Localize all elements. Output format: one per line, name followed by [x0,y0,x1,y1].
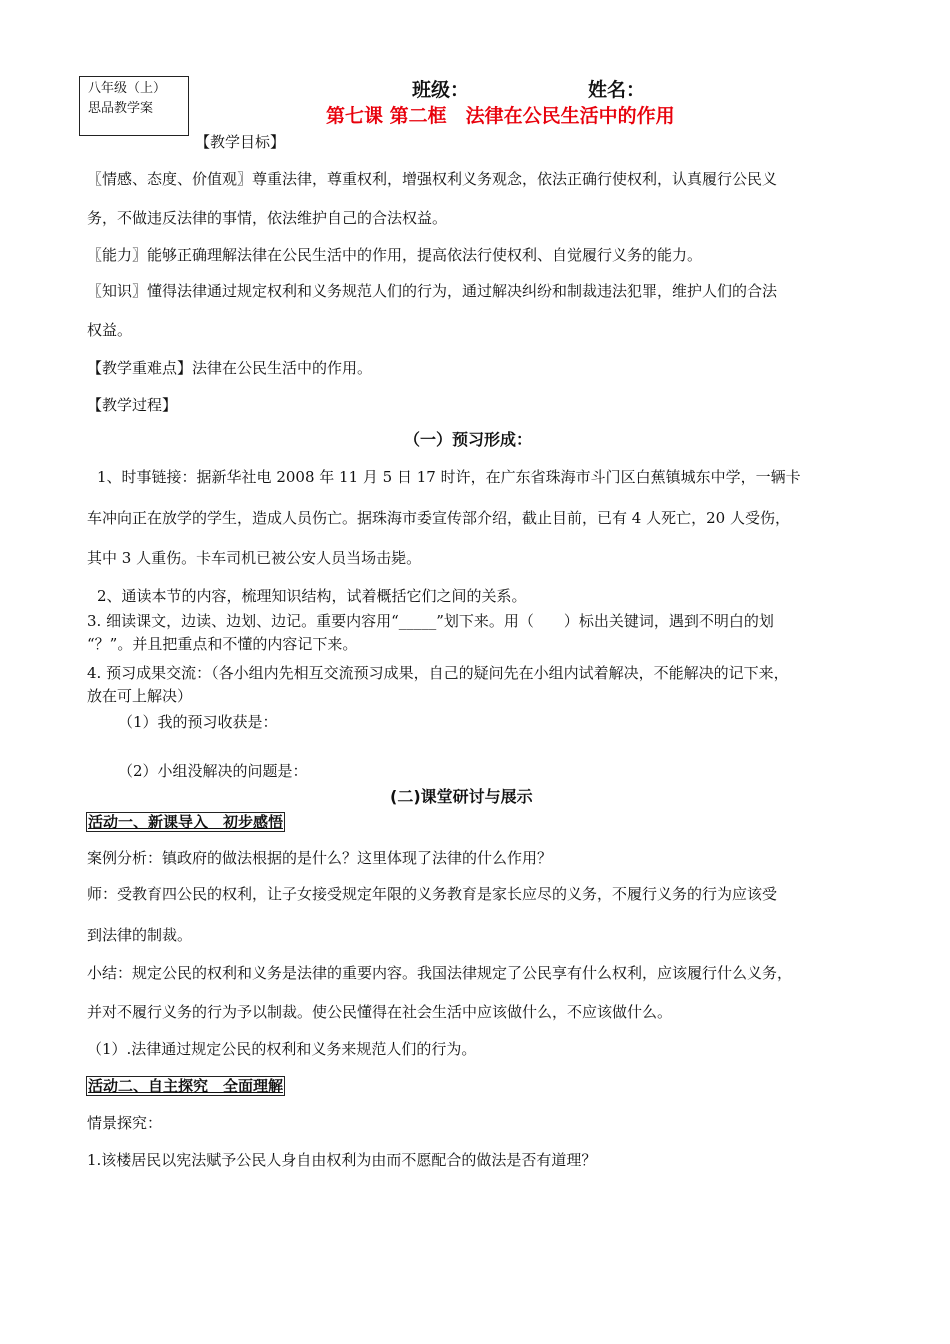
sub-item2: （2）小组没解决的问题是： [118,762,308,780]
scenario-label: 情景探究： [87,1114,163,1132]
summary-line2: 并对不履行义务的行为予以制裁。使公民懂得在社会生活中应该做什么，不应该做什么。 [87,1003,673,1021]
item1-line2: 车冲向正在放学的学生，造成人员伤亡。据珠海市委宣传部介绍，截止目前，已有 4 人死亡，20 人受伤， [87,509,790,527]
item3-line2: “？”。并且把重点和不懂的内容记下来。 [87,635,358,653]
name-label: 姓名： [588,79,646,101]
item4-line2: 放在可上解决） [87,687,193,705]
page-title: 第七课 第二框 法律在公民生活中的作用 [326,105,675,127]
process-heading: 【教学过程】 [87,396,178,414]
item4-line1: 4. 预习成果交流：（各小组内先相互交流预习成果，自己的疑问先在小组内试着解决，不能解决的记下来， [87,664,789,682]
summary-line1: 小结：规定公民的权利和义务是法律的重要内容。我国法律规定了公民享有什么权利，应该履行什么义务， [87,964,793,982]
point1: （1）.法律通过规定公民的权利和义务来规范人们的行为。 [87,1040,477,1058]
grade-label-box [79,76,189,136]
class-label: 班级： [412,79,470,101]
teacher-line2: 到法律的制裁。 [87,926,193,944]
section2-title: (二)课堂研讨与展示 [390,787,533,806]
section1-title: （一）预习形成： [404,430,533,449]
case-analysis: 案例分析：镇政府的做法根据的是什么？这里体现了法律的什么作用？ [87,849,553,867]
item1-line3: 其中 3 人重伤。卡车司机已被公安人员当场击毙。 [87,549,422,567]
activity1-heading: 活动一、新课导入 初步感悟 [88,813,284,831]
goal-emotion-line2: 务，不做违反法律的事情，依法维护自己的合法权益。 [87,209,448,227]
item1-line1: 1、时事链接：据新华社电 2008 年 11 月 5 日 17 时许，在广东省珠海市斗门区白蕉镇城东中学，一辆卡 [97,468,801,486]
goals-heading: 【教学目标】 [195,133,286,151]
goal-knowledge-line1: 〖知识〗懂得法律通过规定权利和义务规范人们的行为，通过解决纠纷和制裁违法犯罪，维护人们的合法 [87,282,778,300]
item3-line1: 3. 细读课文，边读、边划、边记。重要内容用“_____”划下来。用（ ）标出关键词，遇到不明白的划 [87,612,774,630]
goal-emotion-line1: 〖情感、态度、价值观〗尊重法律，尊重权利，增强权利义务观念，依法正确行使权利，认真履行公民义 [87,170,778,188]
teacher-line1: 师：受教育四公民的权利，让子女接受规定年限的义务教育是家长应尽的义务，不履行义务的行为应该受 [87,885,778,903]
item2: 2、通读本节的内容，梳理知识结构，试着概括它们之间的关系。 [97,587,527,605]
key-points: 【教学重难点】法律在公民生活中的作用。 [87,359,373,377]
grade-label: 八年级（上） [88,81,167,96]
activity2-heading: 活动二、自主探究 全面理解 [88,1077,284,1095]
doc-type-label: 思品教学案 [88,101,154,116]
sub-item1: （1）我的预习收获是： [118,713,278,731]
question1: 1.该楼居民以宪法赋予公民人身自由权利为由而不愿配合的做法是否有道理？ [87,1151,597,1169]
goal-ability: 〖能力〗能够正确理解法律在公民生活中的作用，提高依法行使权利、自觉履行义务的能力。 [87,246,703,264]
goal-knowledge-line2: 权益。 [87,321,133,339]
